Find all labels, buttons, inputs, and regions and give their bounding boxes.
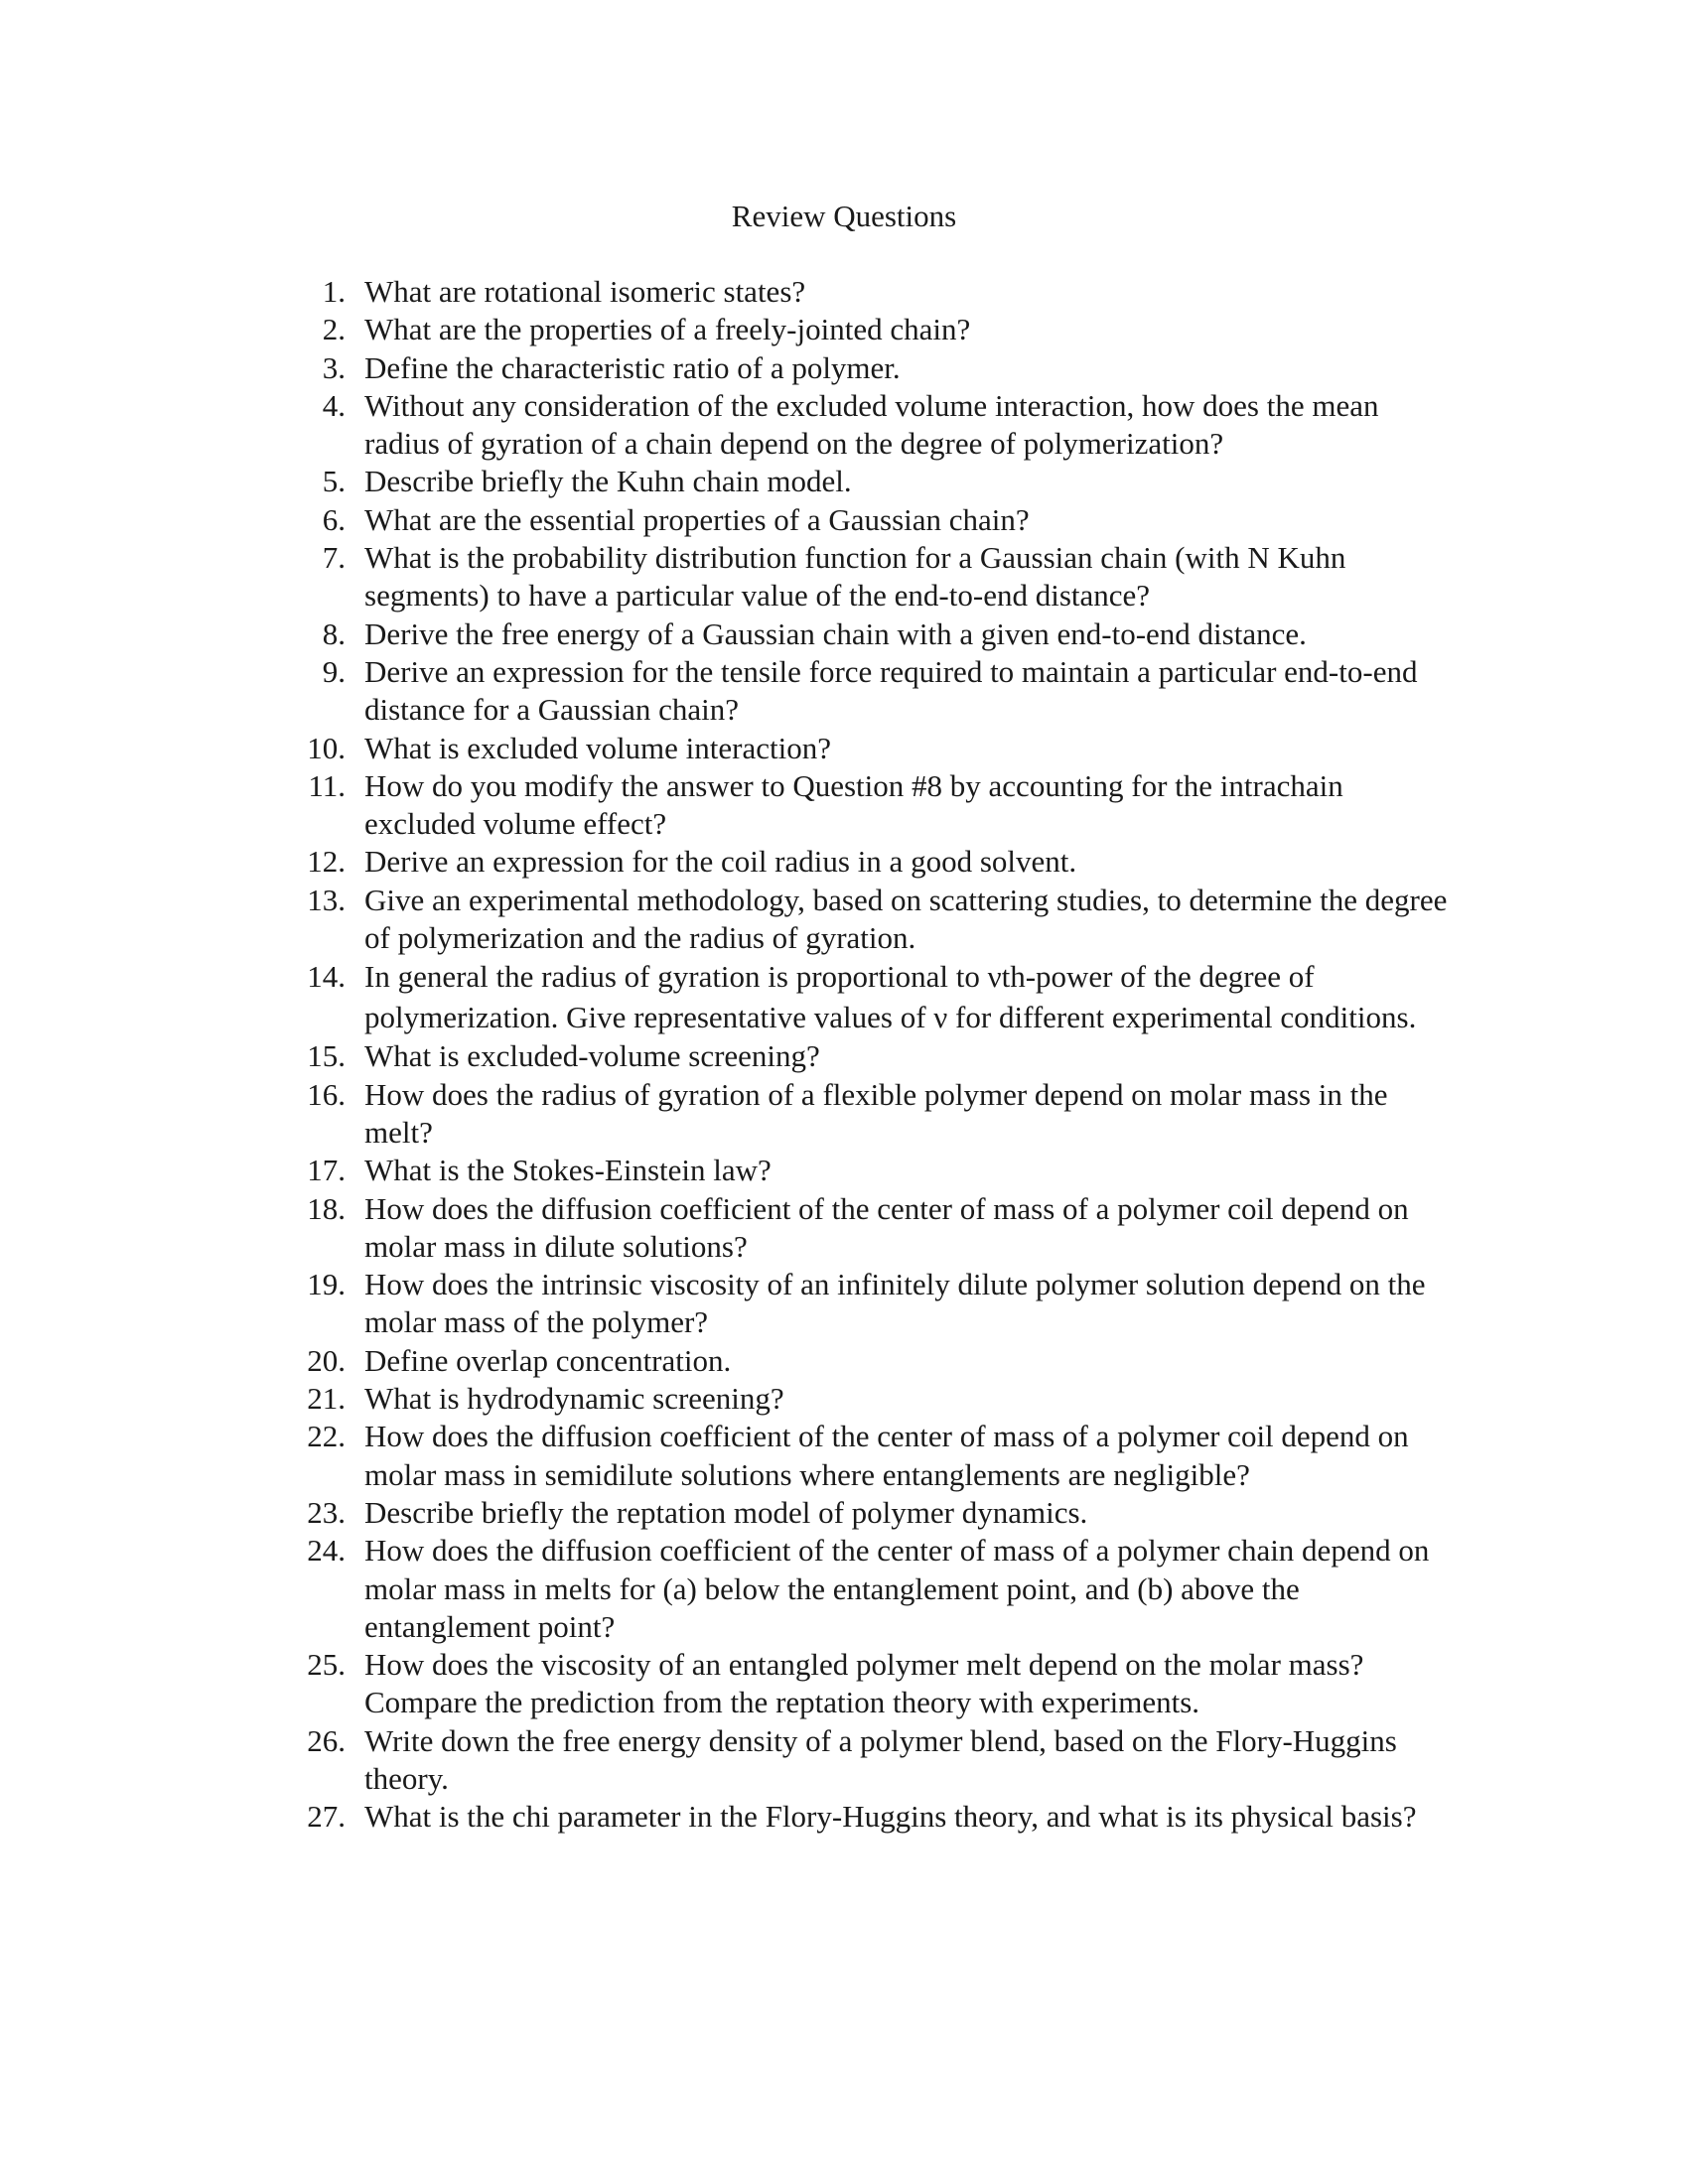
list-item: [278, 1380, 1450, 1418]
question-number: 18.: [307, 1190, 346, 1226]
list-item: [278, 730, 1450, 767]
list-item: [278, 653, 1450, 730]
question-text: Describe briefly the Kuhn chain model.: [364, 464, 852, 499]
list-item: [278, 1037, 1450, 1075]
list-item: [278, 882, 1450, 958]
list-item: [278, 957, 1450, 1037]
page-title: Review Questions: [731, 199, 957, 233]
question-text: What is the chi parameter in the Flory-Huggins theory, and what is its physical basis?: [364, 1799, 1417, 1835]
list-item: [278, 273, 1450, 311]
list-item: [278, 1494, 1450, 1532]
question-number: 19.: [307, 1267, 346, 1302]
question-number: 20.: [307, 1342, 346, 1378]
list-item: [278, 1532, 1450, 1646]
question-number: 25.: [307, 1647, 346, 1683]
list-item: [278, 1798, 1450, 1836]
question-text: How do you modify the answer to Question #8 by accounting for the intrachain excluded volume effect?: [364, 767, 1343, 842]
question-number: 15.: [307, 1038, 346, 1074]
question-text: How does the diffusion coefficient of the center of mass of a polymer coil depend on molar mass in dilute solutions?: [364, 1190, 1409, 1264]
question-text: Derive an expression for the coil radius in a good solvent.: [364, 844, 1077, 880]
question-number: 3.: [322, 349, 346, 385]
question-number: 27.: [307, 1799, 346, 1835]
question-number: 16.: [307, 1076, 346, 1112]
question-number: 26.: [307, 1722, 346, 1758]
question-number: 13.: [307, 882, 346, 917]
question-text: How does the radius of gyration of a flexible polymer depend on molar mass in the melt?: [364, 1076, 1388, 1150]
question-number: 22.: [307, 1419, 346, 1454]
question-number: 12.: [307, 844, 346, 880]
question-number: 17.: [307, 1153, 346, 1188]
list-item: [278, 1076, 1450, 1153]
question-number: 1.: [322, 274, 346, 309]
question-text: How does the diffusion coefficient of the center of mass of a polymer coil depend on molar mass in semidilute solutions where entanglements are negligible?: [364, 1419, 1409, 1492]
question-text: How does the intrinsic viscosity of an infinitely dilute polymer solution depend on the molar mass of the polymer?: [364, 1267, 1426, 1340]
list-item: [278, 615, 1450, 653]
question-number: 8.: [322, 615, 346, 651]
list-item: [278, 539, 1450, 615]
question-text: How does the viscosity of an entangled polymer melt depend on the molar mass? Compare the prediction from the reptation theory with experiments.: [364, 1647, 1364, 1720]
question-number: 5.: [322, 464, 346, 499]
question-text: Define the characteristic ratio of a polymer.: [364, 349, 901, 385]
question-text: Derive an expression for the tensile force required to maintain a particular end-to-end distance for a Gaussian chain?: [364, 653, 1418, 728]
question-number: 10.: [307, 730, 346, 765]
list-item: [278, 1646, 1450, 1722]
question-number: 6.: [322, 501, 346, 537]
list-item: [278, 349, 1450, 387]
question-number: 21.: [307, 1381, 346, 1417]
list-item: [278, 843, 1450, 881]
question-text: Derive the free energy of a Gaussian chain with a given end-to-end distance.: [364, 615, 1307, 651]
question-text: What is the Stokes-Einstein law?: [364, 1153, 772, 1188]
question-number: 7.: [322, 540, 346, 576]
list-item: [278, 1266, 1450, 1342]
question-text: What is excluded-volume screening?: [364, 1038, 820, 1074]
question-text: What is the probability distribution function for a Gaussian chain (with N Kuhn segments) to have a particular value of the end-to-end distance?: [364, 540, 1346, 614]
list-item: [278, 767, 1450, 844]
list-item: [278, 1152, 1450, 1189]
question-text: Write down the free energy density of a polymer blend, based on the Flory-Huggins theory.: [364, 1722, 1397, 1796]
list-item: [278, 387, 1450, 464]
list-item: [278, 1722, 1450, 1799]
question-number: 11.: [308, 767, 346, 803]
list-item: [278, 463, 1450, 500]
list-item: [278, 1190, 1450, 1267]
question-text: Give an experimental methodology, based on scattering studies, to determine the degree of polymerization and the radius of gyration.: [364, 882, 1448, 956]
question-number: 9.: [322, 653, 346, 689]
question-text: How does the diffusion coefficient of the center of mass of a polymer chain depend on molar mass in melts for (a) below the entanglement point, and (b) above the entanglement point?: [364, 1533, 1430, 1644]
question-text: What are the properties of a freely-jointed chain?: [364, 312, 971, 347]
list-item: [278, 1342, 1450, 1380]
question-text: Without any consideration of the excluded volume interaction, how does the mean radius of gyration of a chain depend on the degree of polymerization?: [364, 387, 1379, 462]
question-number: 4.: [322, 387, 346, 423]
question-list: [278, 273, 1450, 1837]
list-item: [278, 1418, 1450, 1494]
question-number: 23.: [307, 1494, 346, 1530]
question-text: Define overlap concentration.: [364, 1342, 732, 1378]
question-number: 2.: [322, 312, 346, 347]
question-number: 24.: [307, 1533, 346, 1569]
question-text: What is hydrodynamic screening?: [364, 1381, 784, 1417]
question-text: Describe briefly the reptation model of polymer dynamics.: [364, 1494, 1088, 1530]
list-item: [278, 311, 1450, 348]
question-number: 14.: [307, 959, 346, 995]
question-text: What are the essential properties of a Gaussian chain?: [364, 501, 1030, 537]
list-item: [278, 501, 1450, 539]
question-text: What is excluded volume interaction?: [364, 730, 831, 765]
question-text: What are rotational isomeric states?: [364, 274, 806, 309]
question-text: In general the radius of gyration is proportional to νth-power of the degree of polymerization. Give representative values of ν for different experimental conditions.: [364, 959, 1417, 1034]
